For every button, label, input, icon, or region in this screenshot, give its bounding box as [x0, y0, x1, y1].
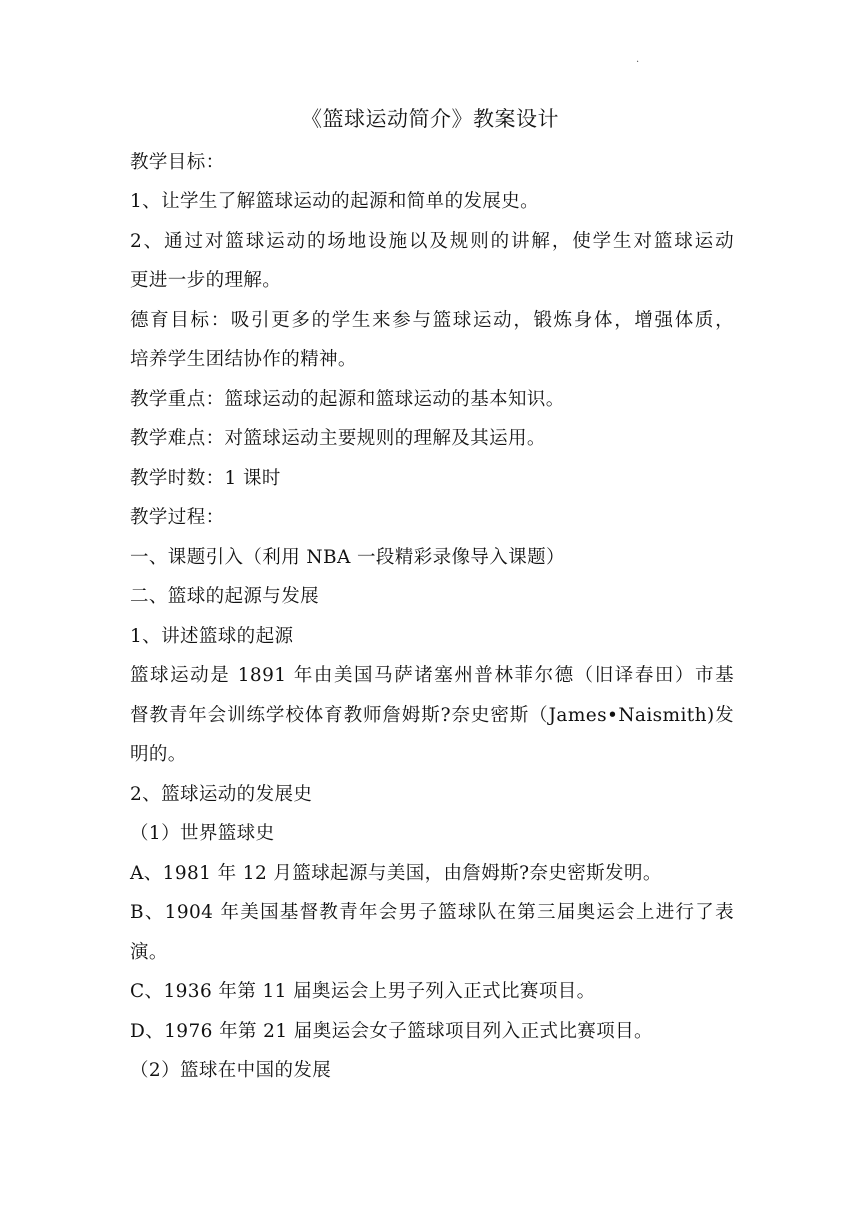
history-world-heading: （1）世界篮球史	[130, 823, 275, 844]
history-china-heading: （2）篮球在中国的发展	[130, 1060, 332, 1081]
history-item-a: A、1981 年 12 月篮球起源与美国，由詹姆斯?奈史密斯发明。	[130, 863, 662, 884]
history-item-d: D、1976 年第 21 届奥运会女子篮球项目列入正式比赛项目。	[130, 1021, 653, 1042]
document-title: 《篮球运动简介》教案设计	[301, 107, 559, 131]
header-mark: .	[636, 54, 640, 65]
objective-item-2-line-1: 2、通过对篮球运动的场地设施以及规则的讲解，使学生对篮球运动	[130, 231, 734, 252]
history-item-b-line-1: B、1904 年美国基督教青年会男子篮球队在第三届奥运会上进行了表	[130, 902, 734, 923]
history-item-c: C、1936 年第 11 届奥运会上男子列入正式比赛项目。	[130, 981, 596, 1002]
moral-objective-line-1: 德育目标：吸引更多的学生来参与篮球运动，锻炼身体，增强体质，	[130, 310, 734, 331]
teaching-key-points: 教学重点：篮球运动的起源和篮球运动的基本知识。	[130, 389, 565, 410]
teaching-hours: 教学时数：1 课时	[130, 468, 281, 489]
origin-paragraph-line-3: 明的。	[130, 744, 187, 765]
section-heading-process: 教学过程：	[130, 507, 225, 528]
subsection-origin: 1、讲述篮球的起源	[130, 626, 294, 647]
objective-item-1: 1、让学生了解篮球运动的起源和简单的发展史。	[130, 191, 540, 212]
origin-paragraph-line-2: 督教青年会训练学校体育教师詹姆斯?奈史密斯（James•Naismith)发	[130, 705, 734, 726]
history-item-b-line-2: 演。	[130, 942, 168, 963]
subsection-history: 2、篮球运动的发展史	[130, 784, 313, 805]
process-step-1: 一、课题引入（利用 NBA 一段精彩录像导入课题）	[130, 547, 565, 568]
moral-objective-line-2: 培养学生团结协作的精神。	[130, 349, 357, 370]
process-step-2: 二、篮球的起源与发展	[130, 586, 320, 607]
teaching-difficulties: 教学难点：对篮球运动主要规则的理解及其运用。	[130, 428, 546, 449]
origin-paragraph-line-1: 篮球运动是 1891 年由美国马萨诸塞州普林菲尔德（旧译春田）市基	[130, 665, 734, 686]
objective-item-2-line-2: 更进一步的理解。	[130, 270, 282, 291]
section-heading-objectives: 教学目标：	[130, 152, 225, 173]
